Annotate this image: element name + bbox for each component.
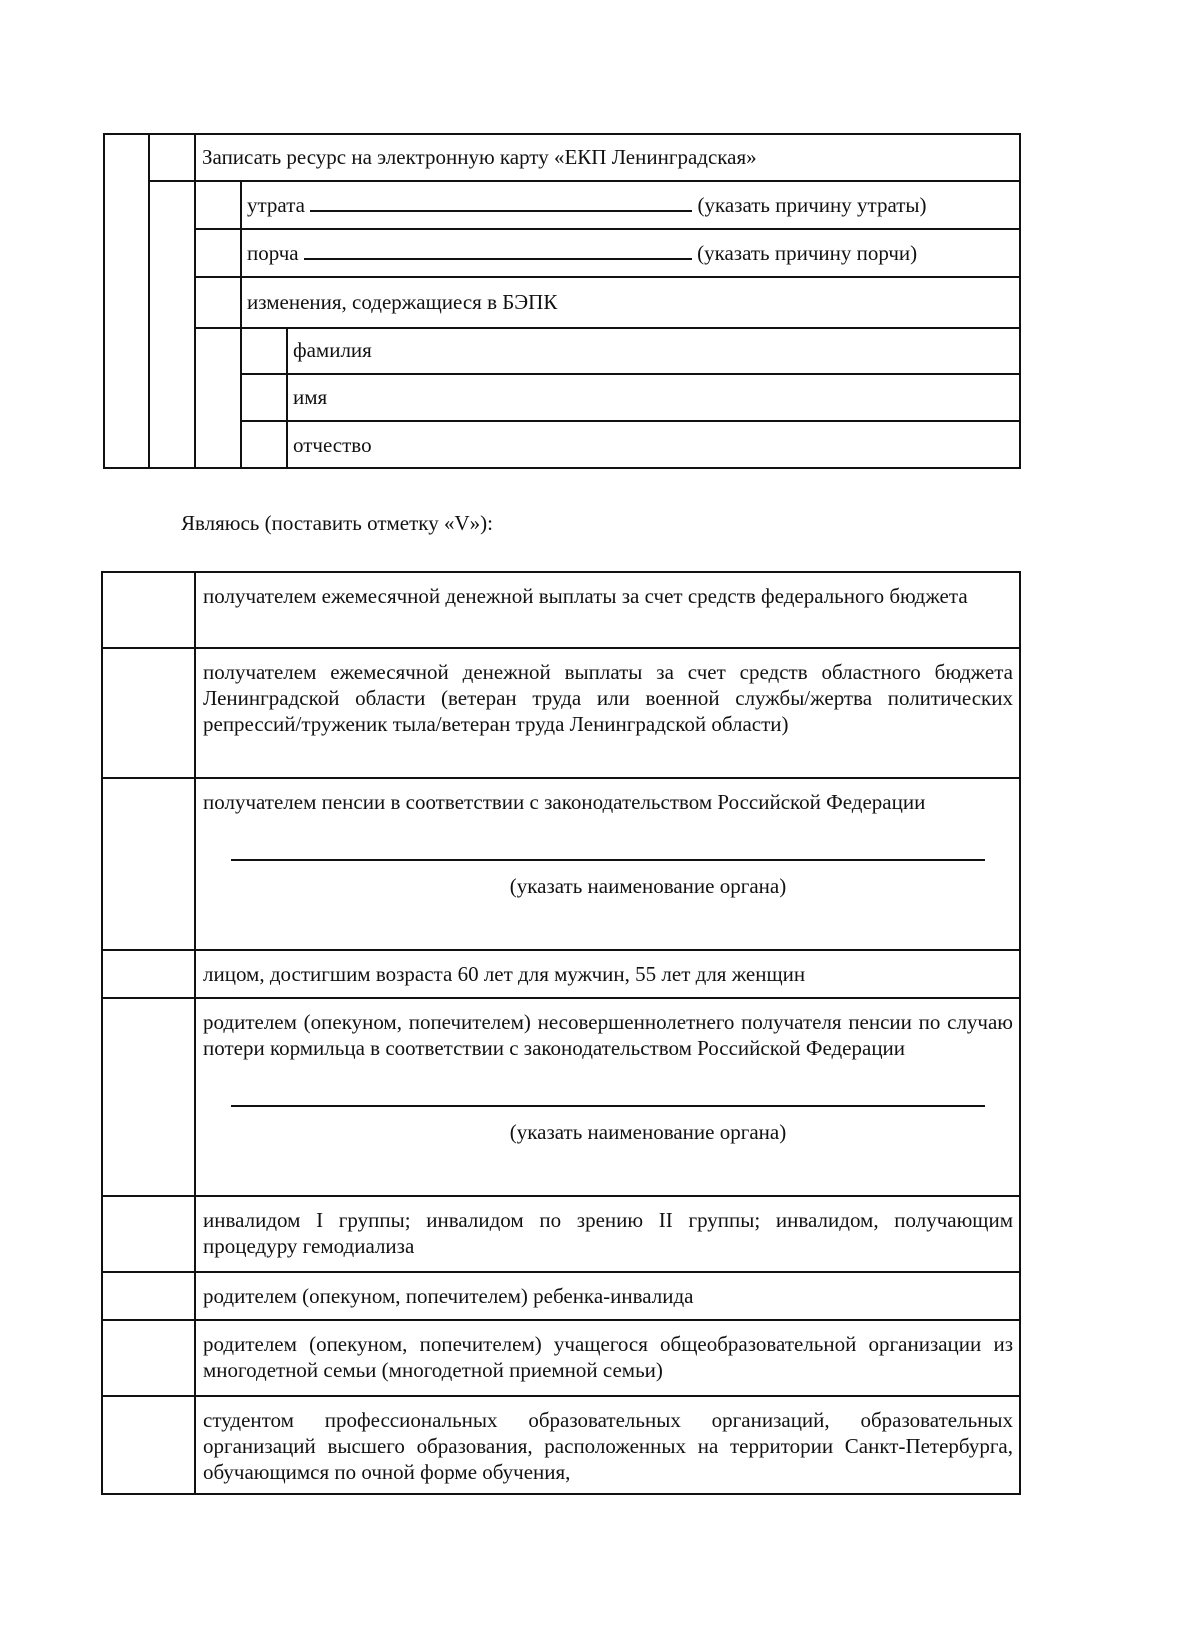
row-divider <box>194 327 1021 329</box>
changes-label: изменения, содержащиеся в БЭПК <box>247 290 558 314</box>
column-divider <box>286 329 288 469</box>
status-table <box>101 571 1021 1495</box>
checkbox-cell[interactable] <box>102 1396 195 1494</box>
row-divider <box>148 180 1021 182</box>
status-text: получателем ежемесячной денежной выплаты за счет средств федерального бюджета <box>195 572 1020 648</box>
damage-reason-field[interactable] <box>304 240 692 260</box>
table-row <box>102 778 1020 950</box>
status-text: родителем (опекуном, попечителем) учащегося общеобразовательной организации из многодетной семьи (многодетной приемной семьи) <box>195 1320 1020 1396</box>
checkbox-cell[interactable] <box>102 1272 195 1320</box>
loss-label: утрата <box>247 193 305 217</box>
checkbox-cell[interactable] <box>102 778 195 950</box>
damage-option[interactable] <box>247 240 917 265</box>
row-divider <box>240 420 1021 422</box>
damage-hint: (указать причину порчи) <box>697 241 918 265</box>
loss-reason-field[interactable] <box>310 192 692 212</box>
row-divider <box>194 276 1021 278</box>
row-divider <box>194 228 1021 230</box>
table-row <box>102 1396 1020 1494</box>
table-border <box>1019 133 1021 469</box>
status-text: родителем (опекуном, попечителем) несовершеннолетнего получателя пенсии по случаю потери кормильца в соответствии с законодательством Российской Федерации <box>203 1010 1013 1060</box>
status-cell <box>195 998 1020 1196</box>
row-divider <box>240 373 1021 375</box>
damage-label: порча <box>247 241 299 265</box>
checkbox-cell[interactable] <box>102 998 195 1196</box>
status-text: получателем ежемесячной денежной выплаты за счет средств областного бюджета Ленинградской области (ветеран труда или военной службы/жертва политических репрессий/труженик тыла/ветеран труда Ленинградской области) <box>195 648 1020 778</box>
checkbox-cell[interactable] <box>102 1320 195 1396</box>
record-resource-title: Записать ресурс на электронную карту «ЕКП Ленинградская» <box>202 145 757 169</box>
table-row <box>102 998 1020 1196</box>
status-heading: Являюсь (поставить отметку «V»): <box>181 511 493 535</box>
table-border <box>103 133 1021 135</box>
organ-name-field[interactable] <box>231 1105 985 1107</box>
checkbox-cell[interactable] <box>102 950 195 998</box>
table-row <box>102 572 1020 648</box>
surname-label: фамилия <box>293 338 372 362</box>
loss-hint: (указать причину утраты) <box>697 193 927 217</box>
organ-name-field[interactable] <box>231 859 985 861</box>
status-cell <box>195 778 1020 950</box>
patronymic-label: отчество <box>293 433 372 457</box>
column-divider <box>148 133 150 469</box>
table-row <box>102 1196 1020 1272</box>
table-border <box>103 133 105 469</box>
status-text: лицом, достигшим возраста 60 лет для мужчин, 55 лет для женщин <box>195 950 1020 998</box>
organ-name-caption: (указать наименование органа) <box>509 874 787 898</box>
name-label: имя <box>293 385 328 409</box>
status-text: получателем пенсии в соответствии с законодательством Российской Федерации <box>203 790 926 814</box>
status-text: студентом профессиональных образовательных организаций, образовательных организаций высшего образования, расположенных на территории Санкт-Петербурга, обучающимся по очной форме обучения, <box>195 1396 1020 1494</box>
organ-name-caption: (указать наименование органа) <box>509 1120 787 1144</box>
table-row <box>102 648 1020 778</box>
checkbox-cell[interactable] <box>102 572 195 648</box>
loss-option[interactable] <box>247 192 927 217</box>
resource-table <box>103 133 1021 469</box>
column-divider <box>194 133 196 469</box>
table-row <box>102 1320 1020 1396</box>
table-row <box>102 1272 1020 1320</box>
checkbox-cell[interactable] <box>102 1196 195 1272</box>
checkbox-cell[interactable] <box>102 648 195 778</box>
column-divider <box>240 180 242 469</box>
table-row <box>102 950 1020 998</box>
status-text: инвалидом I группы; инвалидом по зрению II группы; инвалидом, получающим процедуру гемодиализа <box>195 1196 1020 1272</box>
status-text: родителем (опекуном, попечителем) ребенка-инвалида <box>195 1272 1020 1320</box>
